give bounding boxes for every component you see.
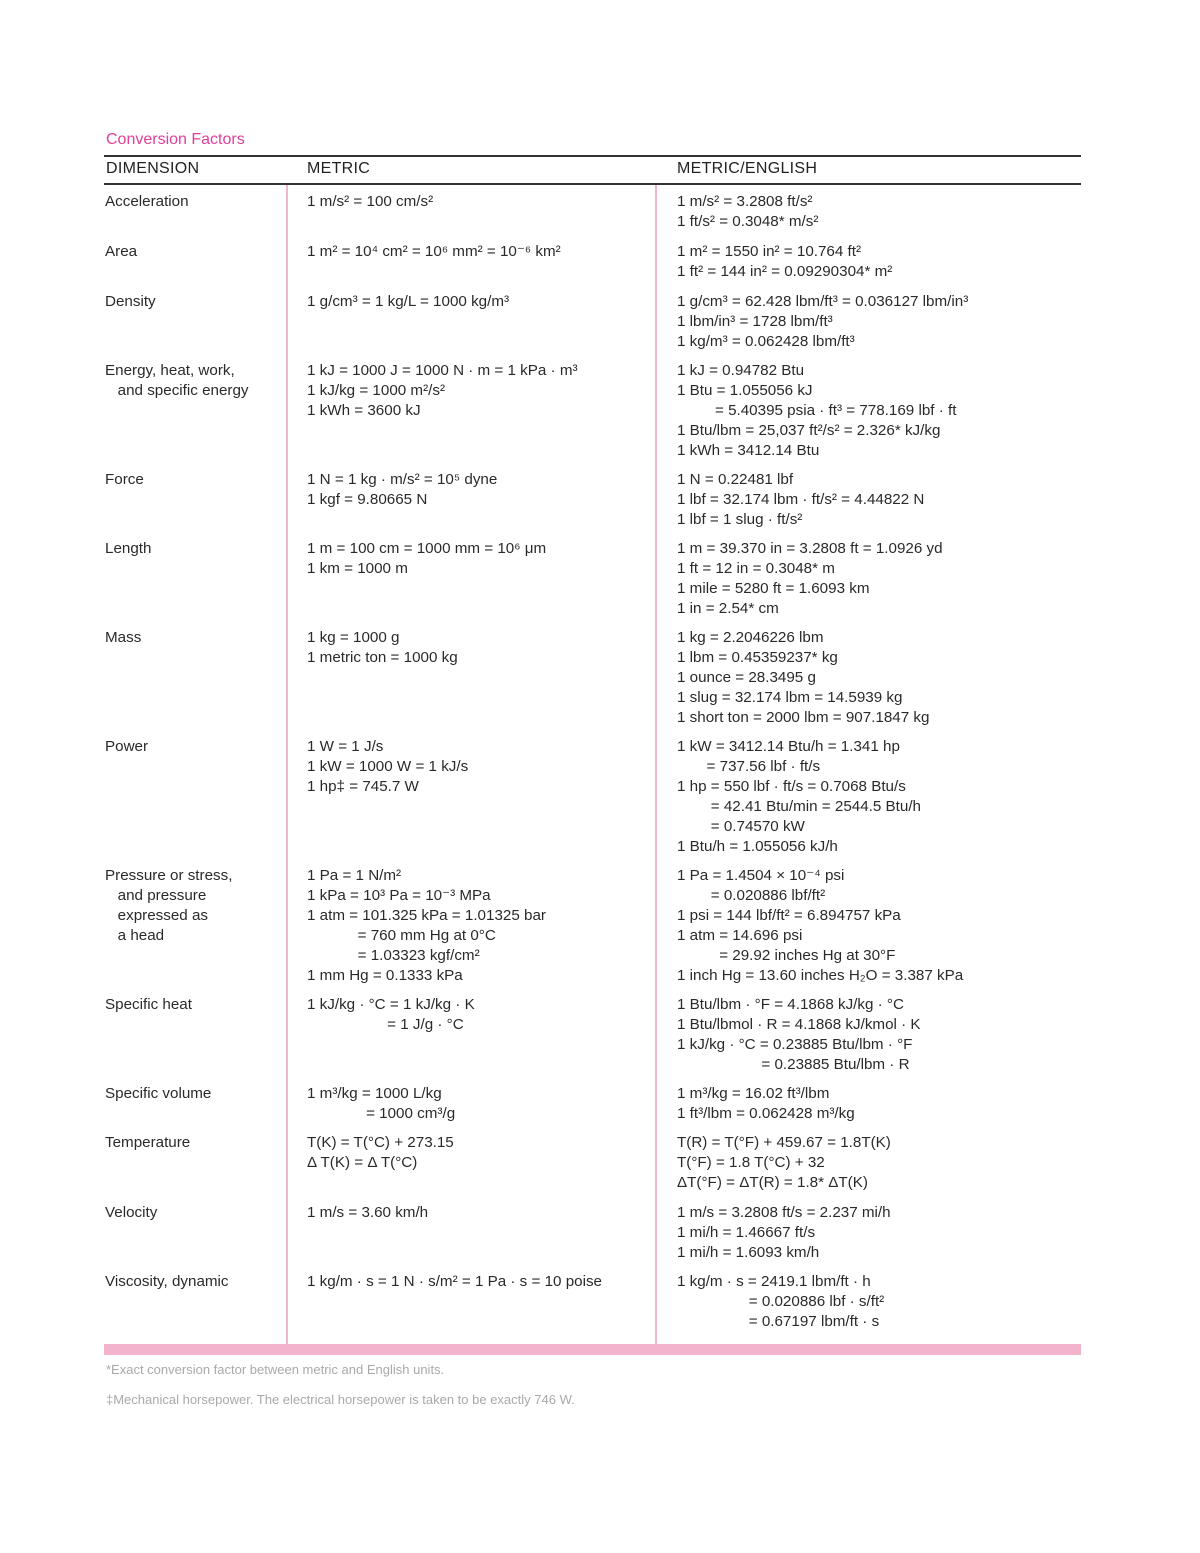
metric-cell-line: 1 m² = 10⁴ cm² = 10⁶ mm² = 10⁻⁶ km² (307, 243, 561, 260)
dimension-cell-line: and pressure (105, 887, 207, 904)
metric-english-cell (677, 470, 1077, 530)
conversion-table (104, 155, 1081, 1355)
metric-english-cell (677, 1084, 1077, 1124)
dimension-cell (105, 1203, 283, 1223)
dimension-cell (105, 628, 283, 648)
metric-english-cell-line: 1 m² = 1550 in² = 10.764 ft² (677, 243, 862, 260)
metric-cell (307, 1272, 652, 1292)
dimension-cell (105, 1272, 283, 1292)
metric-english-cell (677, 192, 1077, 232)
metric-english-cell (677, 866, 1077, 986)
metric-english-cell-line: = 737.56 lbf · ft/s (677, 758, 821, 775)
metric-english-cell (677, 1133, 1077, 1193)
metric-cell-line: 1 m = 100 cm = 1000 mm = 10⁶ μm (307, 540, 547, 557)
metric-cell-line: 1 m/s = 3.60 km/h (307, 1204, 429, 1221)
metric-english-cell (677, 995, 1077, 1075)
metric-cell (307, 1084, 652, 1124)
metric-english-cell-line: 1 psi = 144 lbf/ft² = 6.894757 kPa (677, 907, 901, 924)
metric-english-cell-line: 1 atm = 14.696 psi (677, 927, 803, 944)
metric-english-cell-line: 1 lbm/in³ = 1728 lbm/ft³ (677, 313, 833, 330)
metric-cell-line: 1 kg/m · s = 1 N · s/m² = 1 Pa · s = 10 poise (307, 1273, 602, 1290)
metric-english-cell-line: 1 in = 2.54* cm (677, 600, 779, 617)
dimension-cell-line: Velocity (105, 1204, 158, 1221)
metric-cell-line: 1 m³/kg = 1000 L/kg (307, 1085, 442, 1102)
metric-english-cell-line: = 0.23885 Btu/lbm · R (677, 1056, 910, 1073)
metric-cell-line: = 1 J/g · °C (307, 1016, 464, 1033)
metric-cell-line: 1 W = 1 J/s (307, 738, 384, 755)
dimension-cell (105, 192, 283, 212)
metric-cell-line: 1 hp‡ = 745.7 W (307, 778, 419, 795)
metric-english-cell (677, 628, 1077, 728)
metric-english-cell (677, 737, 1077, 857)
metric-cell (307, 539, 652, 579)
metric-english-cell-line: 1 ft² = 144 in² = 0.09290304* m² (677, 263, 893, 280)
metric-english-cell-line: 1 kW = 3412.14 Btu/h = 1.341 hp (677, 738, 900, 755)
dimension-cell (105, 539, 283, 559)
metric-english-cell-line: 1 kg = 2.2046226 lbm (677, 629, 824, 646)
metric-cell-line: 1 metric ton = 1000 kg (307, 649, 458, 666)
metric-english-cell (677, 1203, 1077, 1263)
dimension-cell-line: Mass (105, 629, 142, 646)
dimension-cell (105, 1133, 283, 1153)
metric-cell (307, 1203, 652, 1223)
dimension-cell-line: Viscosity, dynamic (105, 1273, 229, 1290)
metric-cell-line: T(K) = T(°C) + 273.15 (307, 1134, 454, 1151)
dimension-cell-line: Specific volume (105, 1085, 212, 1102)
metric-english-cell-line: 1 lbm = 0.45359237* kg (677, 649, 838, 666)
dimension-cell-line: Force (105, 471, 144, 488)
metric-english-cell-line: 1 mi/h = 1.6093 km/h (677, 1244, 820, 1261)
column-divider (286, 185, 288, 1345)
dimension-cell (105, 470, 283, 490)
metric-cell (307, 242, 652, 262)
metric-english-cell (677, 242, 1077, 282)
metric-cell-line: 1 mm Hg = 0.1333 kPa (307, 967, 463, 984)
table-top-rule (104, 155, 1081, 157)
dimension-cell-line: expressed as (105, 907, 208, 924)
metric-english-cell-line: 1 Btu = 1.055056 kJ (677, 382, 813, 399)
metric-english-cell-line: 1 m = 39.370 in = 3.2808 ft = 1.0926 yd (677, 540, 943, 557)
dimension-cell (105, 361, 283, 401)
metric-cell (307, 737, 652, 797)
metric-english-cell-line: T(°F) = 1.8 T(°C) + 32 (677, 1154, 825, 1171)
dimension-cell-line: Pressure or stress, (105, 867, 233, 884)
metric-english-cell-line: 1 hp = 550 lbf · ft/s = 0.7068 Btu/s (677, 778, 906, 795)
metric-english-cell-line: 1 Btu/lbmol · R = 4.1868 kJ/kmol · K (677, 1016, 921, 1033)
metric-english-cell-line: 1 ft = 12 in = 0.3048* m (677, 560, 835, 577)
metric-cell-line: Δ T(K) = Δ T(°C) (307, 1154, 418, 1171)
metric-english-cell-line: 1 m³/kg = 16.02 ft³/lbm (677, 1085, 830, 1102)
dimension-cell-line: a head (105, 927, 165, 944)
metric-english-cell-line: 1 ounce = 28.3495 g (677, 669, 816, 686)
metric-cell-line: 1 kPa = 10³ Pa = 10⁻³ MPa (307, 887, 491, 904)
metric-english-cell-line: 1 g/cm³ = 62.428 lbm/ft³ = 0.036127 lbm/in³ (677, 293, 969, 310)
dimension-cell (105, 242, 283, 262)
metric-english-cell-line: T(R) = T(°F) + 459.67 = 1.8T(K) (677, 1134, 891, 1151)
metric-english-cell (677, 1272, 1077, 1332)
metric-cell (307, 1133, 652, 1173)
metric-cell-line: 1 Pa = 1 N/m² (307, 867, 402, 884)
dimension-cell-line: Density (105, 293, 156, 310)
metric-english-cell-line: 1 N = 0.22481 lbf (677, 471, 794, 488)
metric-english-cell-line: 1 Btu/lbm · °F = 4.1868 kJ/kg · °C (677, 996, 904, 1013)
metric-cell-line: 1 kW = 1000 W = 1 kJ/s (307, 758, 469, 775)
table-bottom-bar (104, 1344, 1081, 1355)
dimension-cell-line: Energy, heat, work, (105, 362, 235, 379)
metric-cell (307, 192, 652, 212)
metric-cell-line: = 1.03323 kgf/cm² (307, 947, 480, 964)
metric-english-cell-line: 1 kg/m³ = 0.062428 lbm/ft³ (677, 333, 855, 350)
metric-english-cell-line: 1 mi/h = 1.46667 ft/s (677, 1224, 816, 1241)
metric-cell-line: = 760 mm Hg at 0°C (307, 927, 496, 944)
metric-cell (307, 995, 652, 1035)
metric-cell-line: 1 m/s² = 100 cm/s² (307, 193, 434, 210)
page-title: Conversion Factors (106, 131, 245, 148)
header-dimension: DIMENSION (106, 160, 200, 177)
metric-english-cell-line: 1 kg/m · s = 2419.1 lbm/ft · h (677, 1273, 871, 1290)
footnote-exact: *Exact conversion factor between metric and English units. (106, 1362, 445, 1377)
metric-english-cell-line: 1 mile = 5280 ft = 1.6093 km (677, 580, 870, 597)
column-divider (655, 185, 657, 1345)
metric-english-cell-line: = 0.020886 lbf/ft² (677, 887, 826, 904)
metric-english-cell-line: = 0.020886 lbf · s/ft² (677, 1293, 885, 1310)
dimension-cell (105, 995, 283, 1015)
header-metric-english: METRIC/ENGLISH (677, 160, 818, 177)
metric-cell (307, 292, 652, 312)
header-rule (104, 183, 1081, 185)
dimension-cell (105, 866, 283, 946)
metric-english-cell-line: 1 inch Hg = 13.60 inches H₂O = 3.387 kPa (677, 967, 964, 984)
metric-english-cell-line: 1 lbf = 32.174 lbm · ft/s² = 4.44822 N (677, 491, 925, 508)
metric-english-cell-line: 1 m/s² = 3.2808 ft/s² (677, 193, 813, 210)
metric-cell-line: 1 N = 1 kg · m/s² = 10⁵ dyne (307, 471, 498, 488)
metric-cell-line: 1 atm = 101.325 kPa = 1.01325 bar (307, 907, 546, 924)
header-metric: METRIC (307, 160, 371, 177)
metric-english-cell (677, 292, 1077, 352)
metric-cell-line: 1 kJ/kg = 1000 m²/s² (307, 382, 446, 399)
metric-english-cell-line: 1 lbf = 1 slug · ft/s² (677, 511, 803, 528)
metric-english-cell-line: = 5.40395 psia · ft³ = 778.169 lbf · ft (677, 402, 957, 419)
dimension-cell-line: and specific energy (105, 382, 249, 399)
metric-cell (307, 866, 652, 986)
metric-english-cell-line: = 29.92 inches Hg at 30°F (677, 947, 896, 964)
metric-english-cell-line: ΔT(°F) = ΔT(R) = 1.8* ΔT(K) (677, 1174, 868, 1191)
dimension-cell (105, 737, 283, 757)
metric-cell (307, 361, 652, 421)
metric-cell (307, 628, 652, 668)
metric-cell-line: 1 kgf = 9.80665 N (307, 491, 428, 508)
metric-english-cell-line: 1 Btu/h = 1.055056 kJ/h (677, 838, 838, 855)
metric-english-cell-line: = 0.67197 lbm/ft · s (677, 1313, 880, 1330)
metric-english-cell-line: 1 short ton = 2000 lbm = 907.1847 kg (677, 709, 930, 726)
metric-cell-line: 1 g/cm³ = 1 kg/L = 1000 kg/m³ (307, 293, 510, 310)
dimension-cell-line: Power (105, 738, 149, 755)
metric-english-cell-line: 1 Btu/lbm = 25,037 ft²/s² = 2.326* kJ/kg (677, 422, 941, 439)
metric-english-cell-line: 1 m/s = 3.2808 ft/s = 2.237 mi/h (677, 1204, 891, 1221)
metric-english-cell-line: 1 ft³/lbm = 0.062428 m³/kg (677, 1105, 855, 1122)
metric-cell-line: 1 km = 1000 m (307, 560, 408, 577)
metric-cell-line: 1 kg = 1000 g (307, 629, 400, 646)
metric-english-cell-line: 1 ft/s² = 0.3048* m/s² (677, 213, 819, 230)
dimension-cell (105, 292, 283, 312)
metric-english-cell (677, 361, 1077, 461)
dimension-cell (105, 1084, 283, 1104)
metric-cell-line: 1 kJ = 1000 J = 1000 N · m = 1 kPa · m³ (307, 362, 578, 379)
metric-english-cell-line: = 0.74570 kW (677, 818, 805, 835)
metric-cell-line: = 1000 cm³/g (307, 1105, 456, 1122)
metric-english-cell (677, 539, 1077, 619)
footnote-horsepower: ‡Mechanical horsepower. The electrical horsepower is taken to be exactly 746 W. (106, 1392, 575, 1407)
dimension-cell-line: Temperature (105, 1134, 191, 1151)
dimension-cell-line: Acceleration (105, 193, 189, 210)
dimension-cell-line: Length (105, 540, 152, 557)
metric-cell (307, 470, 652, 510)
metric-english-cell-line: = 42.41 Btu/min = 2544.5 Btu/h (677, 798, 922, 815)
metric-english-cell-line: 1 kJ/kg · °C = 0.23885 Btu/lbm · °F (677, 1036, 913, 1053)
metric-english-cell-line: 1 slug = 32.174 lbm = 14.5939 kg (677, 689, 903, 706)
dimension-cell-line: Area (105, 243, 138, 260)
metric-cell-line: 1 kJ/kg · °C = 1 kJ/kg · K (307, 996, 475, 1013)
metric-cell-line: 1 kWh = 3600 kJ (307, 402, 421, 419)
metric-english-cell-line: 1 kJ = 0.94782 Btu (677, 362, 805, 379)
metric-english-cell-line: 1 Pa = 1.4504 × 10⁻⁴ psi (677, 867, 845, 884)
dimension-cell-line: Specific heat (105, 996, 192, 1013)
metric-english-cell-line: 1 kWh = 3412.14 Btu (677, 442, 820, 459)
